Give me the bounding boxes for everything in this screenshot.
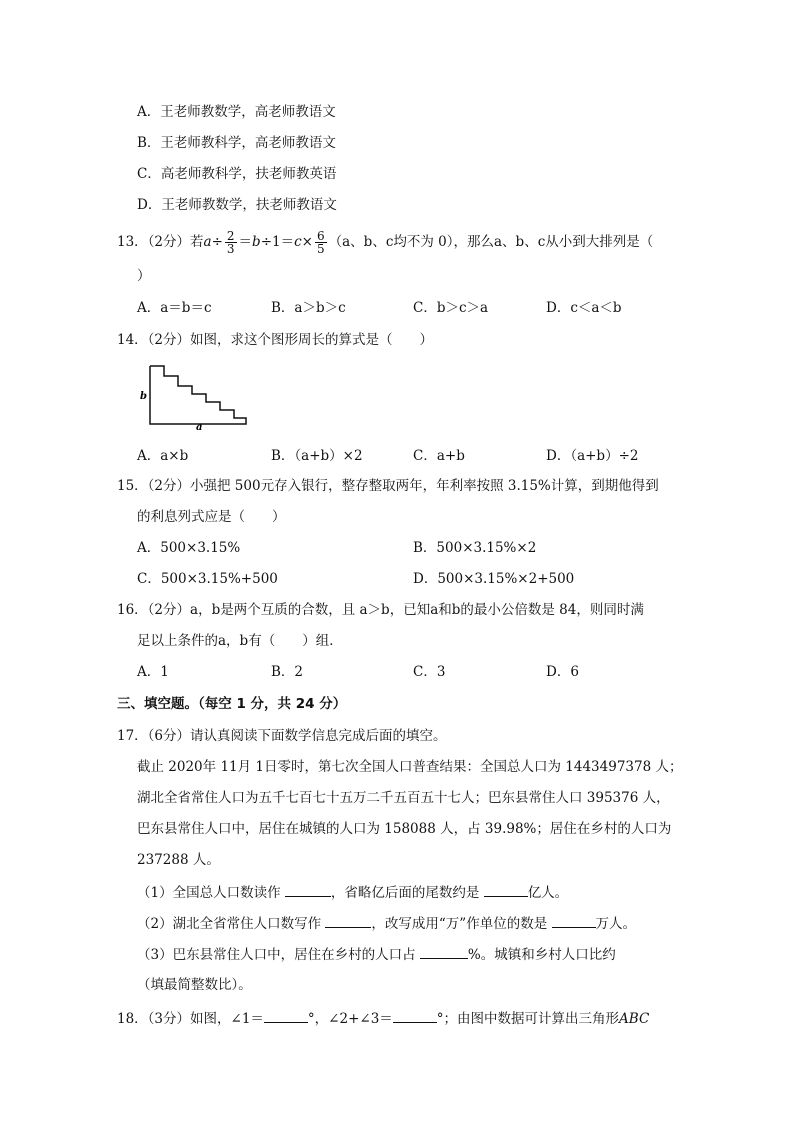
fraction-2-3 <box>225 230 237 255</box>
q17-sub3-tail: （填最简整数比）。 <box>137 977 252 993</box>
q17-sub2-text: （2）湖北全省常住人口数写作 <box>137 916 322 932</box>
q17-sub2-text: ，改写成用“万”作单位的数是 <box>371 916 548 932</box>
q17-intro: 17．（6分）请认真阅读下面数学信息完成后面的填空。 <box>117 728 447 744</box>
q17-paragraph-line4: 237288 人。 <box>137 852 220 868</box>
q13-score: （2分）若 <box>147 234 204 250</box>
fraction-6-5 <box>315 230 327 255</box>
q12-option-c[interactable]: C．高老师教科学，扶老师教英语 <box>137 166 337 182</box>
divide-one: ÷1＝ <box>260 234 295 250</box>
q16-option-c[interactable]: C．3 <box>413 664 446 680</box>
q17-sub3-text: %。城镇和乡村人口比约 <box>467 947 616 963</box>
times-sign: × <box>301 234 313 250</box>
q14-option-c[interactable]: C．a+b <box>413 448 465 464</box>
q15-option-a[interactable]: A．500×3.15% <box>137 540 241 556</box>
q13-stem <box>117 230 653 255</box>
q13-number: 13． <box>117 234 148 250</box>
equals-sign: ＝ <box>238 234 253 250</box>
q15-option-b[interactable]: B．500×3.15%×2 <box>413 540 537 556</box>
q18-text: °，∠2+∠3＝ <box>307 1011 393 1027</box>
answer-blank[interactable] <box>552 913 596 928</box>
q16-stem-line1: 16．（2分）a，b是两个互质的合数，且 a＞b，已知a和b的最小公倍数是 84，则同时满 <box>117 602 644 618</box>
q13-option-b[interactable]: B．a＞b＞c <box>271 300 346 316</box>
fraction-numerator: 6 <box>316 229 325 243</box>
q17-sub1-text: ，省略亿后面的尾数约是 <box>330 885 480 901</box>
staircase-outline <box>150 366 246 424</box>
divide-sign: ÷ <box>211 234 223 250</box>
q17-sub1 <box>137 882 568 903</box>
q13-option-d[interactable]: D．c＜a＜b <box>546 300 622 316</box>
q15-option-c[interactable]: C．500×3.15%+500 <box>137 571 278 587</box>
q12-option-a[interactable]: A．王老师教数学，高老师教语文 <box>137 104 336 120</box>
q17-sub2 <box>137 913 636 934</box>
answer-blank[interactable] <box>325 913 371 928</box>
q14-stem: 14．（2分）如图，求这个图形周长的算式是（ ） <box>117 332 434 348</box>
answer-blank[interactable] <box>393 1008 437 1023</box>
q17-sub2-text: 万人。 <box>595 916 636 932</box>
section-title: 三、填空题。（每空 1 分，共 24 分） <box>117 696 347 712</box>
q12-option-d[interactable]: D．王老师教数学，扶老师教语文 <box>137 197 337 213</box>
q12-option-b[interactable]: B．王老师教科学，高老师教语文 <box>137 135 336 151</box>
label-b: b <box>140 391 147 402</box>
q16-stem-line2: 足以上条件的a，b有（ ）组． <box>137 633 343 649</box>
fraction-denominator: 3 <box>226 242 235 256</box>
label-a: a <box>196 422 203 430</box>
answer-blank[interactable] <box>264 1008 308 1023</box>
answer-blank[interactable] <box>420 944 468 959</box>
q17-sub1-text: （1）全国总人口数读作 <box>137 885 281 901</box>
q17-sub1-text: 亿人。 <box>527 885 569 901</box>
var-c: c <box>294 234 302 250</box>
fraction-numerator: 2 <box>226 229 235 243</box>
q18-stem <box>117 1008 649 1029</box>
q18-text: °；由图中数据可计算出三角形 <box>436 1011 620 1027</box>
q18-text: 18．（3分）如图，∠1＝ <box>117 1011 264 1027</box>
var-b: b <box>252 234 261 250</box>
q16-option-b[interactable]: B．2 <box>271 664 304 680</box>
answer-blank[interactable] <box>285 882 331 897</box>
q17-paragraph-line1: 截止 2020年 11月 1日零时，第七次全国人口普查结果：全国总人口为 1443497378 人； <box>137 759 683 775</box>
q17-sub3-text: （3）巴东县常住人口中，居住在乡村的人口占 <box>137 947 416 963</box>
q17-sub3 <box>137 944 616 965</box>
q15-stem-line1: 15．（2分）小强把 500元存入银行，整存整取两年，年利率按照 3.15%计算，到期他得到 <box>117 478 659 494</box>
q14-option-d[interactable]: D．（a+b）÷2 <box>546 448 639 464</box>
var-a: a <box>203 234 212 250</box>
q13-option-c[interactable]: C．b＞c＞a <box>413 300 489 316</box>
triangle-name: ABC <box>619 1011 650 1027</box>
q14-option-b[interactable]: B．（a+b）×2 <box>271 448 363 464</box>
q17-paragraph-line2: 湖北全省常住人口为五千七百七十五万二千五百五十七人；巴东县常住人口 395376 人， <box>137 790 670 806</box>
q15-option-d[interactable]: D．500×3.15%×2+500 <box>413 571 575 587</box>
q16-option-d[interactable]: D．6 <box>546 664 579 680</box>
q13-option-a[interactable]: A．a＝b＝c <box>137 300 212 316</box>
q13-condition: （a、b、c均不为 0），那么a、b、c从小到大排列是（ <box>328 234 654 250</box>
q13-close-paren: ） <box>137 268 151 284</box>
fraction-denominator: 5 <box>316 242 325 256</box>
q15-stem-line2: 的利息列式应是（ ） <box>137 509 286 525</box>
staircase-figure <box>138 358 250 430</box>
q17-paragraph-line3: 巴东县常住人口中，居住在城镇的人口为 158088 人，占 39.98%；居住在乡村的人口为 <box>137 821 672 837</box>
q16-option-a[interactable]: A．1 <box>137 664 169 680</box>
q14-option-a[interactable]: A．a×b <box>137 448 189 464</box>
answer-blank[interactable] <box>484 882 528 897</box>
